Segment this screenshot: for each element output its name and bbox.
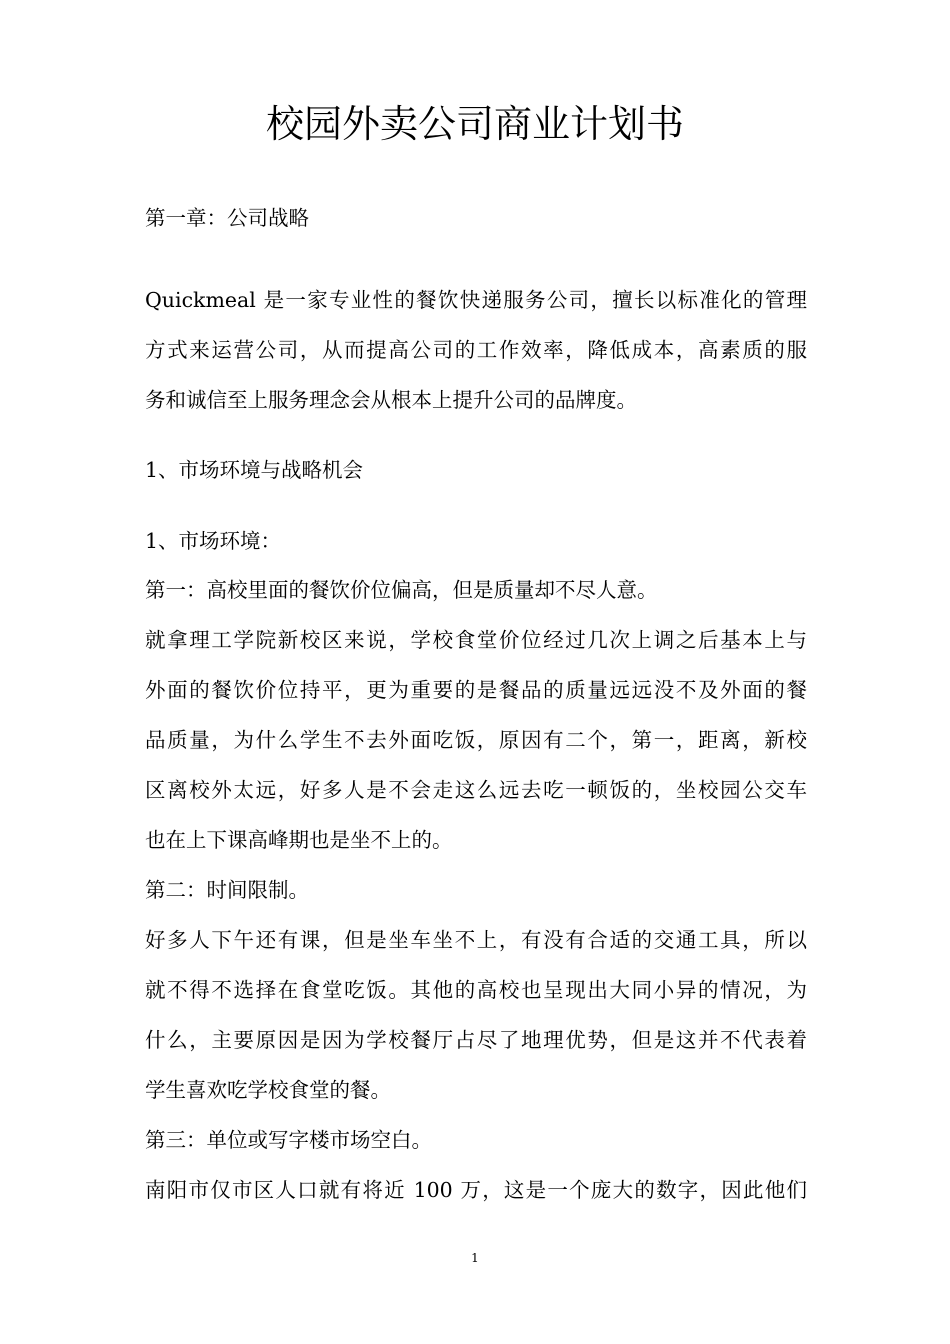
intro-line: 方式来运营公司，从而提高公司的工作效率，降低成本，高素质的服: [145, 338, 807, 362]
intro-line: 务和诚信至上服务理念会从根本上提升公司的品牌度。: [145, 388, 637, 412]
page-number: 1: [471, 1251, 479, 1265]
intro-line: Quickmeal 是一家专业性的餐饮快递服务公司，擅长以标准化的管理: [145, 288, 807, 312]
chapter-heading: 第一章：公司战略: [145, 206, 309, 230]
point-two-line: 学生喜欢吃学校食堂的餐。: [145, 1078, 391, 1102]
point-two-line: 就不得不选择在食堂吃饭。其他的高校也呈现出大同小异的情况，为: [145, 978, 807, 1002]
point-two-heading: 第二：时间限制。: [145, 878, 309, 902]
point-one-line: 就拿理工学院新校区来说，学校食堂价位经过几次上调之后基本上与: [145, 628, 807, 652]
point-two-line: 什么，主要原因是因为学校餐厅占尽了地理优势，但是这并不代表着: [145, 1028, 807, 1052]
point-three-heading: 第三：单位或写字楼市场空白。: [145, 1128, 432, 1152]
document-title: 校园外卖公司商业计划书: [265, 102, 684, 146]
point-one-line: 区离校外太远，好多人是不会走这么远去吃一顿饭的，坐校园公交车: [145, 778, 807, 802]
point-one-line: 外面的餐饮价位持平，更为重要的是餐品的质量远远没不及外面的餐: [145, 678, 807, 702]
subsection-heading: 1、市场环境：: [145, 529, 282, 553]
point-two-line: 好多人下午还有课，但是坐车坐不上，有没有合适的交通工具，所以: [145, 928, 807, 952]
section-heading: 1、市场环境与战略机会: [145, 458, 364, 482]
point-three-line: 南阳市仅市区人口就有将近 100 万，这是一个庞大的数字，因此他们: [145, 1178, 807, 1202]
point-one-line: 也在上下课高峰期也是坐不上的。: [145, 828, 453, 852]
point-one-heading: 第一：高校里面的餐饮价位偏高，但是质量却不尽人意。: [145, 578, 658, 602]
point-one-line: 品质量，为什么学生不去外面吃饭，原因有二个，第一，距离，新校: [145, 728, 807, 752]
